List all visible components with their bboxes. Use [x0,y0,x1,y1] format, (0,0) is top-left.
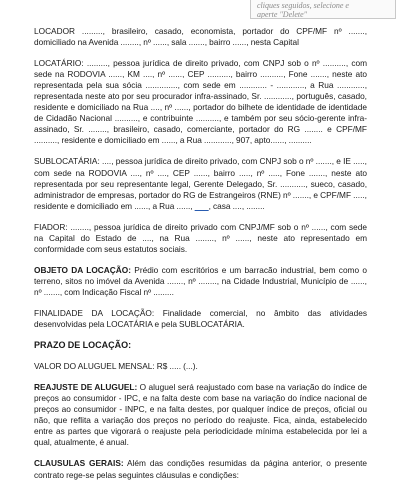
locataria-text: : ........., pessoa jurídica de direito privado, com CNPJ sob o nº .........., com sede na RODOVIA ......, KM ...., nº ......, CEP .........., bairro .........., Fone ......., neste ato representada pela sua sócia .............., com sede em ............ - ............, a Rua ............, representada neste ato por seu procurador infra-assinado, Sr. ............, português, casado, residente e domiciliado na Rua ...., nº ......, portador do bilhete de identidade de identidade de Cidadão Nacional .........., e contribuinte .........., e também por seu sócio-gerente infra-assinado, Sr. ........, brasileiro, casado, comerciante, portador do RG ........ e CPF/MF .........., residente e domiciliado em ......, a Rua ............, 907, apto......, .......... [34,58,367,146]
locador-paragraph [34,26,367,48]
sublocataria-text-a: : ...., pessoa jurídica de direito privado, com CNPJ sob o nº ......., e IE ....., com sede na RODOVIA ...., nº ...., CEP ......, bairro ....., nº ....., Fone ......., neste ato representada por seu representante legal, Gerente Delegado, Sr. ..........., sueco, casado, administrador de empresas, portador do RG de Estrangeiros (RNE) nº ......., e CPF/MF ....., residente e domiciliado em ......, a Rua ......, [34,156,367,211]
objeto-paragraph [34,265,367,298]
hint-line-1: cliques seguidos, selecione e [257,1,349,10]
reajuste-text: O aluguel será reajustado com base na variação do índice de preços ao consumidor - IPC, e na falta deste com base na variação do índice nacional de preços ao consumidor - INPC, e na falta destes, por qualquer índice de preços, oficial ou não, que reflita a variação dos preços no período do reajuste. Fica, ainda, estabelecido entre as partes que vigorará o reajuste pela periodicidade mínima estabelecida por lei a qual, atualmente, é anual. [34,382,367,448]
clausulas-label: CLAUSULAS GERAIS: [34,458,124,469]
locataria-paragraph [34,58,367,146]
sublocataria-paragraph [34,156,367,211]
clausulas-text: Além das condições resumidas da página anterior, o presente contrato rege-se pelas seguintes cláusulas e condições: [34,458,367,480]
clausulas-paragraph [34,458,367,480]
fiador-paragraph [34,222,367,255]
fiador-label: FIADOR [34,221,66,232]
locador-text: ........., brasileiro, casado, economista, portador do CPF/MF nº ......., domiciliado na Avenida ........, nº ......, sala ......., bairro ......, nesta Capital [34,26,367,48]
contract-document [34,26,367,491]
locador-label: LOCADOR [34,26,76,36]
objeto-label: OBJETO DA LOCAÇÃO: [34,264,131,275]
locataria-label: LOCATÁRIO [34,58,82,69]
sublocataria-link[interactable]: ___ [194,200,209,211]
valor-paragraph: VALOR DO ALUGUEL MENSAL: R$ ..... (...). [34,361,198,372]
prazo-heading: PRAZO DE LOCAÇÃO: [34,340,132,351]
fiador-text: : ........, pessoa jurídica de direito privado com CNPJ/MF sob o nº ......, com sede na Capital do Estado de ...., na Rua ........, nº ......, neste ato representado em conformidade com seus estatutos sociais. [34,221,367,254]
hint-box [250,0,396,19]
reajuste-label: REAJUSTE DE ALUGUEL: [34,382,138,393]
objeto-text: Prédio com escritórios e um barracão industrial, bem como o terreno, sitos no imóvel da Avenida ......., nº ........, na Cidade Industrial, Município de ......, nº ......., com Indicação Fiscal nº ......... [34,264,368,297]
finalidade-paragraph: FINALIDADE DA LOCAÇÃO: Finalidade comercial, no âmbito das atividades desenvolvidas pela LOCATÁRIA e pela SUBLOCATÁRIA. [34,307,367,330]
hint-line-2: aperte "Delete" [257,10,308,19]
reajuste-paragraph [34,382,367,448]
sublocataria-label: SUBLOCATÁRIA [34,156,98,167]
sublocataria-text-b: , casa ...., ........ [208,200,265,211]
